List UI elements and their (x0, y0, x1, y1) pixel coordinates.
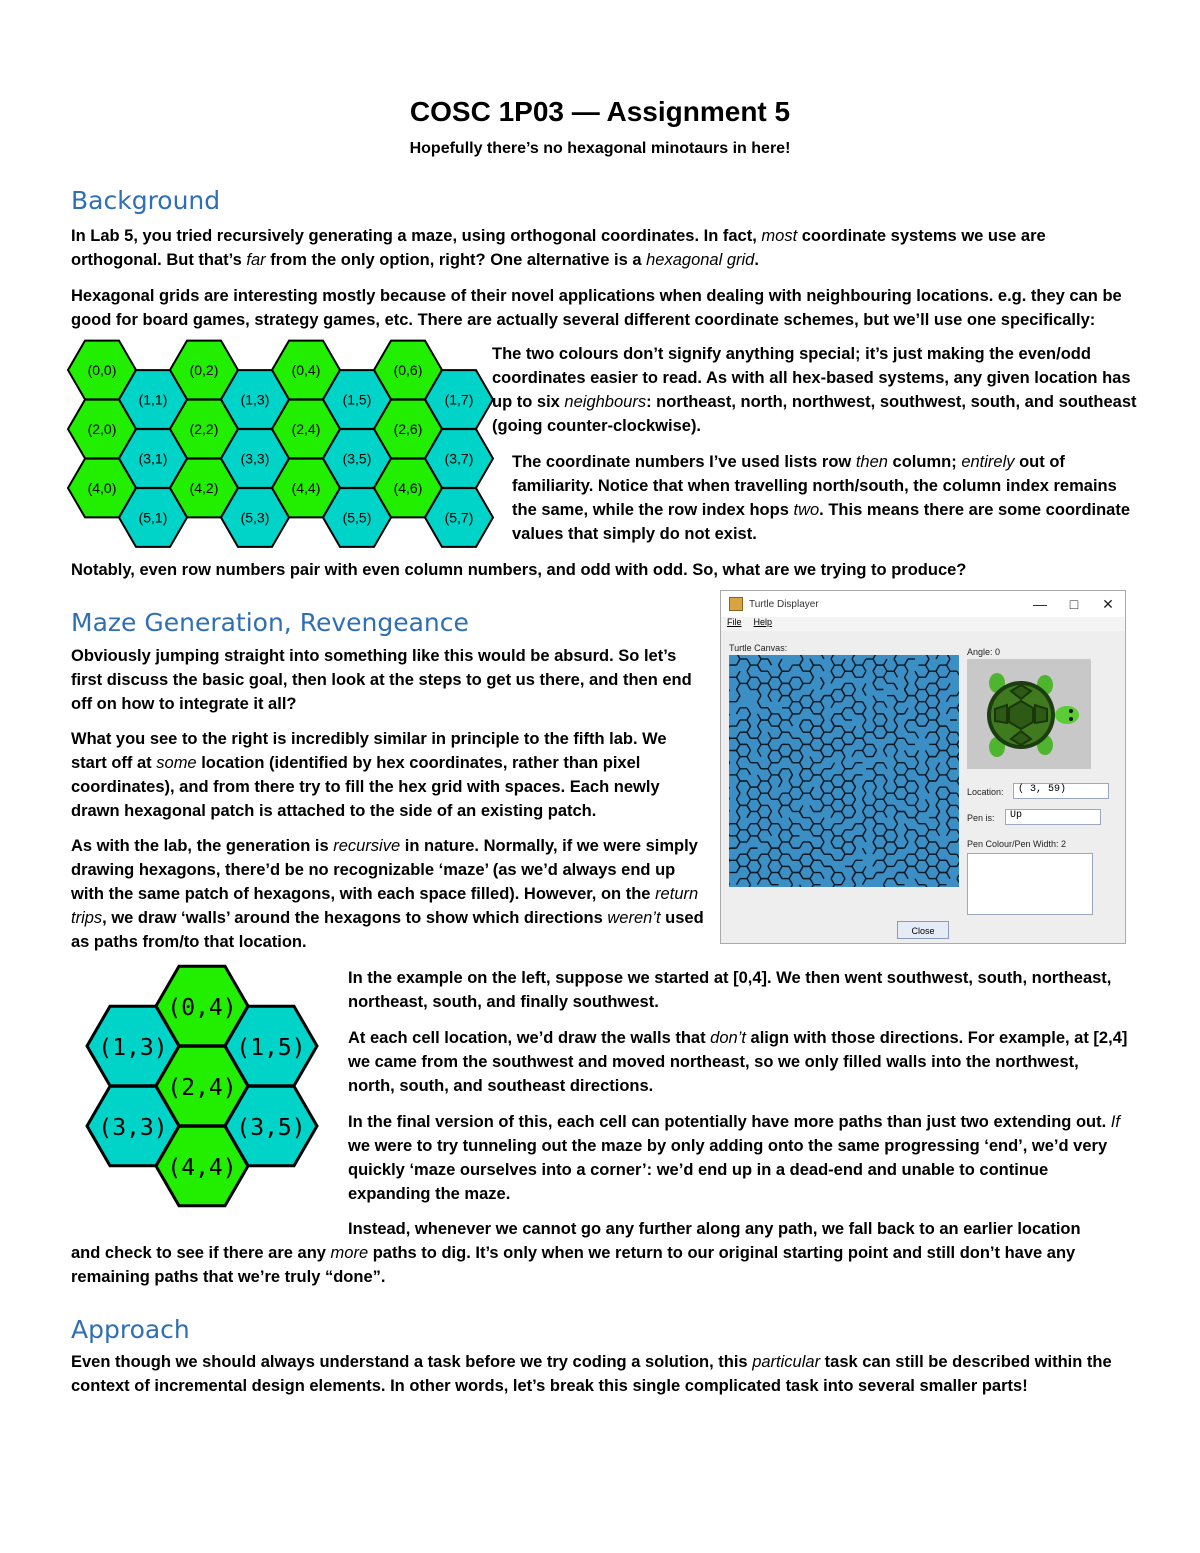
text-run: two (793, 501, 820, 519)
hex-grid-figure (66, 338, 498, 560)
background-paragraph-2: Hexagonal grids are interesting mostly because of their novel applications when dealing with neighbouring locations. e.g. they can be good for board games, strategy games, etc. There are actually several different coordinate schemes, but we’ll use one specifically: (71, 287, 1122, 329)
text-run: task can still be described within the context of incremental design elements. In other words, let’s break this single complicated task into several smaller parts! (71, 1353, 1112, 1395)
hex-cell-label: (4,6) (393, 480, 423, 496)
minimize-icon[interactable]: — (1033, 595, 1047, 612)
text-run: The two colours don’t signify anything special; it’s just making the even/odd coordinates easier to read. As with all hex-based systems, any given location has up to six (492, 345, 1131, 411)
hex-cell-label: (0,6) (393, 362, 423, 378)
text-run: we were to try tunneling out the maze by only adding onto the same progressing ‘end’, we’d very quickly ‘maze ourselves into a corner’: we’d end up in a dead-end and unable to continue expanding the maze. (348, 1137, 1108, 1203)
maze-paragraph-2 (71, 727, 706, 823)
text-run: recursive (333, 837, 401, 855)
example-hex-label: (4,4) (167, 1155, 237, 1181)
document-subtitle: Hopefully there’s no hexagonal minotaurs in here! (409, 140, 791, 157)
text-run: : northeast, north, northwest, southwest, south, and southeast (going counter-clockwise). (492, 393, 1137, 435)
text-run: in nature. Normally, if we were simply drawing hexagons, there’d be no recognizable ‘maze’ (as we’d always end up with the same patch of hexagons, with each space filled). However, on the (71, 837, 698, 903)
location-field[interactable]: ( 3, 59) (1013, 783, 1109, 799)
text-run: and check to see if there are any (71, 1244, 331, 1262)
text-run: some (156, 754, 197, 772)
pen-state-field[interactable]: Up (1005, 809, 1101, 825)
hex-cell-label: (4,0) (87, 480, 117, 496)
text-run: out of familiarity. Notice that when travelling north/south, the column index remains the same, while the row index hops (512, 453, 1117, 519)
maze-paragraph-3 (71, 834, 706, 954)
text-run: entirely (961, 453, 1015, 471)
text-run: more (330, 1244, 369, 1262)
hex-cell-label: (5,1) (138, 509, 168, 526)
hex-cell-label: (5,5) (342, 509, 372, 526)
hex-cell-label: (3,3) (240, 450, 270, 467)
text-run: location (identified by hex coordinates, rather than pixel coordinates), and from there try to fill the hex grid with spaces. Each newly drawn hexagonal patch is attached to the side of an existing patch. (71, 754, 660, 820)
hex-cell-label: (0,4) (291, 362, 321, 378)
example-paragraph-4a: Instead, whenever we cannot go any further along any path, we fall back to an earlier location (348, 1220, 1081, 1238)
text-run: The coordinate numbers I’ve used lists row (512, 453, 856, 471)
text-run: coordinate systems we use are orthogonal. But that’s (71, 227, 1046, 269)
example-paragraph-2 (348, 1026, 1128, 1098)
neighbours-text (492, 342, 1137, 438)
turtle-canvas[interactable] (729, 655, 959, 887)
menu-file[interactable]: File (727, 617, 742, 627)
maze-paragraph-1: Obviously jumping straight into something like this would be absurd. So let’s first discuss the basic goal, then look at the steps to get us there, and then end off on how to integrate it all? (71, 647, 692, 713)
hex-cell-label: (3,5) (342, 450, 372, 467)
hex-cell-label: (4,4) (291, 480, 321, 496)
hex-cell-label: (1,1) (138, 391, 168, 408)
example-hex-label: (3,3) (98, 1115, 168, 1141)
angle-label: Angle: 0 (967, 647, 1001, 657)
hex-cell-label: (2,6) (393, 421, 423, 437)
window-title-bar (721, 591, 1125, 617)
text-run: column; (887, 453, 962, 471)
text-run: At each cell location, we’d draw the walls that (348, 1029, 711, 1047)
text-run: used as paths from/to that location. (71, 909, 704, 951)
java-app-icon (729, 597, 743, 611)
pen-colour-label: Pen Colour/Pen Width: 2 (967, 839, 1067, 849)
background-paragraph-1 (71, 224, 1131, 272)
example-paragraph-4b (71, 1241, 1131, 1289)
approach-paragraph-1 (71, 1350, 1136, 1398)
turtle-displayer-window (720, 590, 1126, 944)
pen-label: Pen is: (967, 813, 995, 823)
text-run: paths to dig. It’s only when we return to our original starting point and still don’t have any remaining paths that we’re truly “done”. (71, 1244, 1076, 1286)
background-paragraph-3 (492, 342, 1137, 438)
text-run: align with those directions. For example, at [2,4] we came from the southwest and moved northeast, so we only filled walls into the northwest, north, south, and southeast directions. (348, 1029, 1128, 1095)
heading-background: Background (71, 186, 221, 215)
hex-cell-label: (2,0) (87, 421, 117, 437)
text-run: hexagonal grid (646, 251, 755, 269)
hex-cell-label: (1,7) (444, 391, 474, 408)
hex-cell-label: (1,5) (342, 391, 372, 408)
maximize-icon[interactable]: □ (1069, 595, 1079, 612)
text-run: most (761, 227, 798, 245)
hex-cell-label: (0,0) (87, 362, 117, 378)
hex-cell-label: (2,4) (291, 421, 321, 437)
hex-cell-label: (3,7) (444, 450, 474, 467)
example-hex-label: (1,5) (236, 1035, 306, 1061)
text-run: . (754, 251, 759, 269)
close-window-icon[interactable]: ✕ (1102, 595, 1114, 612)
text-run: , we draw ‘walls’ around the hexagons to show which directions (102, 909, 608, 927)
menu-help[interactable]: Help (753, 617, 773, 627)
canvas-label: Turtle Canvas: (729, 643, 788, 653)
hex-cell-label: (2,2) (189, 421, 219, 437)
hex-cell-label: (5,3) (240, 509, 270, 526)
text-run: As with the lab, the generation is (71, 837, 334, 855)
close-button[interactable]: Close (897, 921, 949, 939)
example-hex-label: (3,5) (236, 1115, 306, 1141)
example-paragraph-3 (348, 1110, 1128, 1206)
text-run: . This means there are some coordinate values that simply do not exist. (512, 501, 1131, 543)
example-hex-label: (1,3) (98, 1035, 168, 1061)
document-title: COSC 1P03 — Assignment 5 (409, 96, 791, 127)
heading-approach: Approach (71, 1315, 190, 1344)
background-paragraph-5: Notably, even row numbers pair with even column numbers, and odd with odd. So, what are we trying to produce? (71, 561, 967, 579)
window-title: Turtle Displayer (749, 598, 819, 610)
example-hex-cluster (68, 962, 336, 1232)
text-run: return trips (71, 885, 699, 927)
text-run: In the final version of this, each cell can potentially have more paths than just two extending out. (348, 1113, 1111, 1131)
text-run: Even though we should always understand a task before we try coding a solution, this (71, 1353, 753, 1371)
text-run: from the only option, right? One alternative is a (265, 251, 647, 269)
background-paragraph-4 (512, 450, 1132, 546)
hex-cell-label: (4,2) (189, 480, 219, 496)
text-run: then (855, 453, 888, 471)
text-run: far (246, 251, 266, 269)
text-run: neighbours (564, 393, 647, 411)
example-hex-label: (2,4) (167, 1075, 237, 1101)
location-label: Location: (967, 787, 1004, 797)
hex-cell-label: (0,2) (189, 362, 219, 378)
text-run: don’t (710, 1029, 746, 1047)
menu-bar (721, 617, 1125, 631)
example-hex-label: (0,4) (167, 995, 237, 1021)
example-paragraph-1: In the example on the left, suppose we started at [0,4]. We then went southwest, south, northeast, northeast, south, and finally southwest. (348, 969, 1112, 1011)
heading-maze-generation: Maze Generation, Revengeance (71, 608, 469, 637)
text-run: What you see to the right is incredibly similar in principle to the fifth lab. We start off at (71, 730, 667, 772)
turtle-icon (967, 659, 1091, 769)
text-run: If (1110, 1113, 1120, 1131)
pen-colour-swatch (967, 853, 1093, 915)
text-run: In Lab 5, you tried recursively generating a maze, using orthogonal coordinates. In fact, (71, 227, 762, 245)
hex-cell-label: (1,3) (240, 391, 270, 408)
text-run: particular (752, 1353, 821, 1371)
hex-cell-label: (3,1) (138, 450, 168, 467)
hex-cell-label: (5,7) (444, 509, 474, 526)
text-run: weren’t (607, 909, 661, 927)
